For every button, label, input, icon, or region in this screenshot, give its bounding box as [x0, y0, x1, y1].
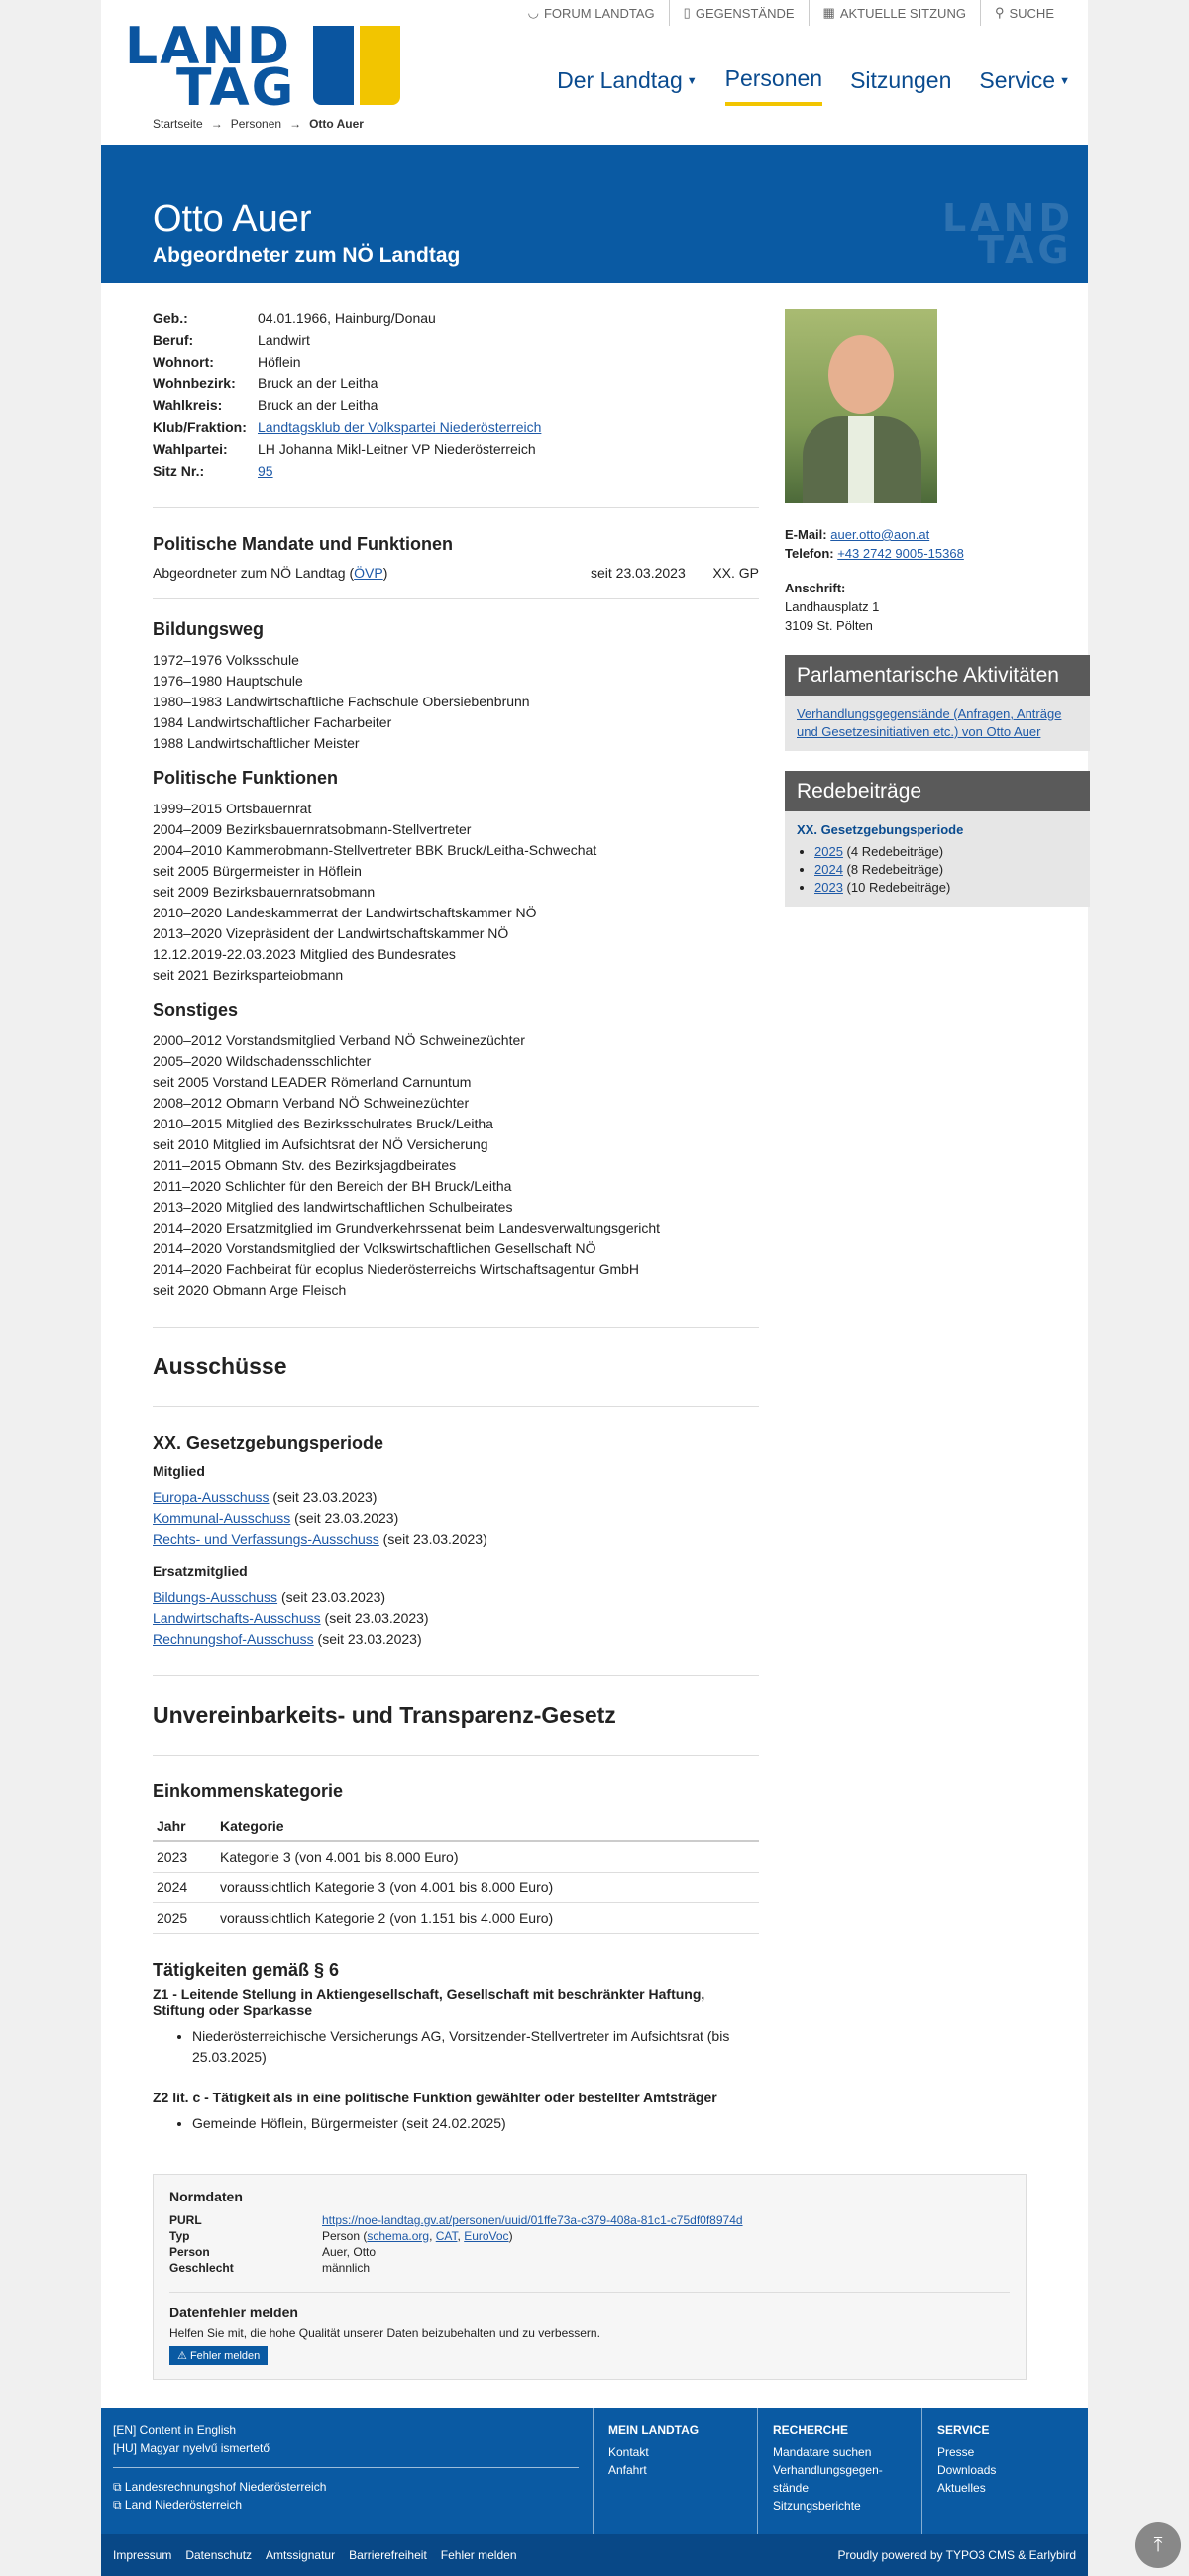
bildung-title: Bildungsweg	[153, 619, 264, 639]
list-item: • Gemeinde Höflein, Bürgermeister (seit 24.02.2025)	[192, 2113, 759, 2134]
landtag-logo[interactable]	[125, 17, 402, 118]
list-item: seit 2005 Bürgermeister in Höflein	[153, 863, 362, 879]
nav-der-landtag[interactable]: Der Landtag ▼	[557, 67, 698, 93]
aktivitaeten-box	[785, 696, 1090, 751]
purl-link[interactable]: https://noe-landtag.gv.at/personen/uuid/01ffe73a-c379-408a-81c1-c75df0f8974d	[322, 2213, 743, 2227]
divider	[169, 2292, 1010, 2293]
list-item: Landwirtschafts-Ausschuss (seit 23.03.2023)	[153, 1610, 429, 1626]
list-item: 2013–2020 Vizepräsident der Landwirtschaftskammer NÖ	[153, 925, 509, 941]
footer-amtssignatur[interactable]: Amtssignatur	[266, 2548, 336, 2562]
main-nav	[557, 65, 1070, 106]
list-item: Europa-Ausschuss (seit 23.03.2023)	[153, 1489, 378, 1505]
sidebar	[785, 309, 1090, 907]
warning-icon: ⚠	[177, 2350, 187, 2362]
list-item: 2011–2020 Schlichter für den Bereich der BH Bruck/Leitha	[153, 1178, 512, 1194]
footer-ext-land[interactable]: ⧉ Land Niederösterreich	[113, 2498, 242, 2512]
list-item: seit 2010 Mitglied im Aufsichtsrat der NÖ Versicherung	[153, 1136, 488, 1152]
logo-text: LAND TAG	[125, 17, 296, 118]
list-item: 1988 Landwirtschaftlicher Meister	[153, 735, 360, 751]
list-item: Kommunal-Ausschuss (seit 23.03.2023)	[153, 1510, 399, 1526]
rede-title: Redebeiträge	[785, 771, 1090, 811]
bildung-list	[153, 650, 759, 754]
table-row: 2025 voraussichtlich Kategorie 2 (von 1.151 bis 4.000 Euro)	[153, 1903, 759, 1934]
divider	[153, 1327, 759, 1328]
z2-list	[153, 2113, 759, 2134]
rede-year-link[interactable]: 2025	[814, 844, 843, 859]
hero-banner	[101, 145, 1088, 283]
contact-info: E-Mail: auer.otto@aon.at Telefon: +43 2742 9005-15368 Anschrift: Landhausplatz 1 3109 St. Pölten	[785, 527, 964, 633]
ausschuss-link[interactable]: Rechts- und Verfassungs-Ausschuss	[153, 1531, 379, 1547]
powered-by: Proudly powered by TYPO3 CMS & Earlybird	[837, 2548, 1076, 2562]
footer-fehler-melden[interactable]: Fehler melden	[440, 2548, 517, 2562]
arrow-right-icon: →	[289, 117, 302, 131]
list-item: 2014–2020 Ersatzmitglied im Grundverkehrssenat beim Landesverwaltungsgericht	[153, 1220, 661, 1235]
list-item: 1976–1980 Hauptschule	[153, 673, 303, 689]
footer-link[interactable]: Presse	[937, 2445, 975, 2459]
divider	[153, 1406, 759, 1407]
list-item: 1972–1976 Volksschule	[153, 652, 299, 668]
list-item: • Niederösterreichische Versicherungs AG, Vorsitzender-Stellvertreter im Aufsichtsrat (bis 25.03.2025)	[192, 2026, 759, 2068]
divider	[593, 2408, 594, 2534]
z1-title: Z1 - Leitende Stellung in Aktiengesellschaft, Gesellschaft mit beschränkter Haftung, Stiftung oder Sparkasse	[153, 1986, 705, 2018]
list-item: Rechts- und Verfassungs-Ausschuss (seit 23.03.2023)	[153, 1531, 487, 1547]
mandate-title: Politische Mandate und Funktionen	[153, 534, 454, 554]
main-content	[153, 307, 759, 2134]
external-link-icon: ⧉	[113, 2480, 122, 2494]
footer-link[interactable]: Kontakt	[608, 2445, 649, 2459]
footer-bar	[101, 2534, 1088, 2576]
list-item: seit 2005 Vorstand LEADER Römerland Carnuntum	[153, 1074, 472, 1090]
list-item: • 2023 (10 Redebeiträge)	[814, 879, 1078, 897]
ersatz-list	[153, 1587, 759, 1650]
rede-year-link[interactable]: 2024	[814, 862, 843, 877]
transparenz-title: Unvereinbarkeits- und Transparenz-Gesetz	[153, 1702, 616, 1728]
klub-link[interactable]: Landtagsklub der Volkspartei Niederösterreich	[258, 419, 542, 435]
divider	[113, 2467, 579, 2468]
schema-link[interactable]: schema.org	[367, 2229, 430, 2243]
fact-row: Wohnbezirk: Bruck an der Leitha	[153, 376, 378, 391]
list-item: 2014–2020 Vorstandsmitglied der Volkswirtschaftlichen Gesellschaft NÖ	[153, 1240, 596, 1256]
divider	[757, 2408, 758, 2534]
hero-logo-watermark: LAND TAG	[942, 196, 1074, 271]
caret-down-icon: ▼	[1059, 74, 1070, 87]
nav-service[interactable]: Service ▼	[979, 67, 1070, 93]
table-row: 2023 Kategorie 3 (von 4.001 bis 8.000 Euro)	[153, 1841, 759, 1873]
list-item: 2014–2020 Fachbeirat für ecoplus Niederösterreichs Wirtschaftsagentur GmbH	[153, 1261, 640, 1277]
arrow-right-icon: →	[210, 117, 223, 131]
list-item: 1980–1983 Landwirtschaftliche Fachschule Obersiebenbrunn	[153, 694, 530, 709]
fact-row: Sitz Nr.: 95	[153, 463, 273, 479]
list-item: Rechnungshof-Ausschuss (seit 23.03.2023)	[153, 1631, 422, 1647]
ausschuss-link[interactable]: Kommunal-Ausschuss	[153, 1510, 291, 1526]
table-row: PURL https://noe-landtag.gv.at/personen/uuid/01ffe73a-c379-408a-81c1-c75df0f8974d	[169, 2213, 743, 2227]
arrow-up-icon: ⤒	[1153, 2534, 1163, 2556]
divider	[153, 1755, 759, 1756]
ausschuss-link[interactable]: Europa-Ausschuss	[153, 1489, 270, 1505]
sitz-link[interactable]: 95	[258, 463, 273, 479]
ausschuesse-period: XX. Gesetzgebungsperiode	[153, 1433, 384, 1452]
funktionen-list	[153, 799, 759, 986]
list-item: seit 2020 Obmann Arge Fleisch	[153, 1282, 347, 1298]
mitglied-list	[153, 1487, 759, 1550]
phone-link[interactable]: +43 2742 9005-15368	[837, 546, 964, 561]
divider	[153, 507, 759, 508]
person-facts	[153, 307, 541, 482]
einkommen-title: Einkommenskategorie	[153, 1781, 344, 1801]
footer-link[interactable]: stände	[773, 2481, 810, 2495]
footer-link[interactable]: Downloads	[937, 2463, 997, 2477]
list-item: 2004–2009 Bezirksbauernratsobmann-Stellvertreter	[153, 821, 472, 837]
portrait-photo	[785, 309, 937, 503]
top-nav	[514, 0, 1068, 26]
breadcrumb-home[interactable]: Startseite	[153, 117, 203, 131]
footer-link[interactable]: Aktuelles	[937, 2481, 986, 2495]
list-item: seit 2021 Bezirksparteiobmann	[153, 967, 344, 983]
rede-list	[797, 843, 1078, 897]
nav-sitzungen[interactable]: Sitzungen	[850, 67, 952, 93]
topnav-aktuelle-sitzung[interactable]: ▦ AKTUELLE SITZUNG	[809, 0, 980, 26]
breadcrumb-personen[interactable]: Personen	[230, 117, 282, 131]
footer-impressum[interactable]: Impressum	[113, 2548, 172, 2562]
ausschuss-link[interactable]: Bildungs-Ausschuss	[153, 1589, 278, 1605]
error-title: Datenfehler melden	[169, 2305, 298, 2320]
footer-barrierefreiheit[interactable]: Barrierefreiheit	[349, 2548, 427, 2562]
list-item: 1984 Landwirtschaftlicher Facharbeiter	[153, 714, 392, 730]
page-subtitle: Abgeordneter zum NÖ Landtag	[153, 244, 461, 267]
cat-link[interactable]: CAT	[435, 2229, 458, 2243]
aktivitaeten-link[interactable]: Verhandlungsgegenstände (Anfragen, Anträge und Gesetzesinitiativen etc.) von Otto Auer	[797, 706, 1062, 739]
footer-lang-hu[interactable]: [HU] Magyar nyelvű ismertető	[113, 2441, 270, 2455]
fact-row: Wahlpartei: LH Johanna Mikl-Leitner VP Niederösterreich	[153, 441, 536, 457]
footer-ext-rechnungshof[interactable]: ⧉ Landesrechnungshof Niederösterreich	[113, 2480, 327, 2494]
ersatz-label: Ersatzmitglied	[153, 1563, 248, 1579]
list-item: 2011–2015 Obmann Stv. des Bezirksjagdbeirates	[153, 1157, 457, 1173]
table-header: Jahr Kategorie	[153, 1812, 759, 1841]
list-item: 1999–2015 Ortsbauernrat	[153, 801, 312, 816]
aktivitaeten-title: Parlamentarische Aktivitäten	[785, 655, 1090, 696]
mandate-row: Abgeordneter zum NÖ Landtag (ÖVP) seit 23.03.2023 XX. GP	[153, 565, 759, 581]
divider	[153, 598, 759, 599]
topnav-forum[interactable]: ◡ FORUM LANDTAG	[527, 5, 655, 21]
footer-datenschutz[interactable]: Datenschutz	[185, 2548, 253, 2562]
fact-row: Klub/Fraktion: Landtagsklub der Volkspartei Niederösterreich	[153, 419, 542, 435]
topnav-gegenstaende[interactable]: ▯ GEGENSTÄNDE	[669, 0, 809, 26]
table-row: Geschlecht männlich	[169, 2261, 371, 2275]
z2-title: Z2 lit. c - Tätigkeit als in eine politische Funktion gewählter oder bestellter Amtsträger	[153, 2090, 717, 2105]
rede-year-link[interactable]: 2023	[814, 880, 843, 895]
income-table	[153, 1812, 759, 1934]
logo-emblem	[313, 26, 400, 105]
z1-list	[153, 2026, 759, 2068]
normdaten-title: Normdaten	[169, 2189, 243, 2204]
list-item: 2013–2020 Mitglied des landwirtschaftlichen Schulbeirates	[153, 1199, 513, 1215]
rede-box	[785, 811, 1090, 907]
list-item: seit 2009 Bezirksbauernratsobmann	[153, 884, 376, 900]
fact-row: Geb.: 04.01.1966, Hainburg/Donau	[153, 310, 436, 326]
sonstiges-title: Sonstiges	[153, 1000, 239, 1020]
fact-row: Wohnort: Höflein	[153, 354, 301, 370]
divider	[153, 1675, 759, 1676]
footer-col-title: MEIN LANDTAG	[608, 2423, 700, 2437]
list-item: 2004–2010 Kammerobmann-Stellvertreter BBK Bruck/Leitha-Schwechat	[153, 842, 597, 858]
caret-down-icon: ▼	[686, 74, 698, 87]
fact-row: Beruf: Landwirt	[153, 332, 310, 348]
list-item: 2008–2012 Obmann Verband NÖ Schweinezüchter	[153, 1095, 470, 1111]
footer-link[interactable]: Verhandlungsgegen-	[773, 2463, 883, 2477]
divider	[921, 2408, 922, 2534]
footer-col-title: RECHERCHE	[773, 2423, 849, 2437]
ausschuss-link[interactable]: Rechnungshof-Ausschuss	[153, 1631, 314, 1647]
error-text: Helfen Sie mit, die hohe Qualität unserer Daten beizubehalten und zu verbessern.	[169, 2326, 600, 2340]
search-icon: ⚲	[994, 5, 1005, 20]
list-item: • 2024 (8 Redebeiträge)	[814, 861, 1078, 879]
funktionen-title: Politische Funktionen	[153, 768, 339, 788]
page-title: Otto Auer	[153, 198, 312, 240]
ausschuesse-title: Ausschüsse	[153, 1353, 287, 1379]
normdaten-box	[153, 2174, 1027, 2380]
list-item: 12.12.2019-22.03.2023 Mitglied des Bundesrates	[153, 946, 456, 962]
list-item: 2000–2012 Vorstandsmitglied Verband NÖ Schweinezüchter	[153, 1032, 525, 1048]
eurovoc-link[interactable]: EuroVoc	[464, 2229, 509, 2243]
footer-link[interactable]: Anfahrt	[608, 2463, 647, 2477]
party-link[interactable]: ÖVP	[354, 565, 383, 581]
nav-personen[interactable]: Personen	[725, 65, 822, 106]
calendar-icon: ▦	[822, 5, 835, 20]
list-item: 2010–2015 Mitglied des Bezirksschulrates Bruck/Leitha	[153, 1116, 493, 1131]
mitglied-label: Mitglied	[153, 1463, 205, 1479]
horseshoe-icon: ◡	[527, 5, 539, 20]
list-item: Bildungs-Ausschuss (seit 23.03.2023)	[153, 1589, 386, 1605]
breadcrumb-current: Otto Auer	[309, 117, 364, 131]
table-row: Person Auer, Otto	[169, 2245, 377, 2259]
email-link[interactable]: auer.otto@aon.at	[830, 527, 930, 542]
table-row: 2024 voraussichtlich Kategorie 3 (von 4.001 bis 8.000 Euro)	[153, 1873, 759, 1903]
footer-link[interactable]: Sitzungsberichte	[773, 2499, 861, 2513]
footer-link[interactable]: Mandatare suchen	[773, 2445, 872, 2459]
page	[101, 0, 1088, 2576]
sonstiges-list	[153, 1030, 759, 1301]
footer-lang-en[interactable]: [EN] Content in English	[113, 2423, 237, 2437]
normdaten-table	[169, 2212, 743, 2276]
list-item: 2005–2020 Wildschadensschlichter	[153, 1053, 372, 1069]
ausschuss-link[interactable]: Landwirtschafts-Ausschuss	[153, 1610, 321, 1626]
list-item: • 2025 (4 Redebeiträge)	[814, 843, 1078, 861]
rede-period: XX. Gesetzgebungsperiode	[797, 822, 964, 837]
fact-row: Wahlkreis: Bruck an der Leitha	[153, 397, 378, 413]
table-row: Typ Person (schema.org, CAT, EuroVoc)	[169, 2229, 513, 2243]
list-item: 2010–2020 Landeskammerrat der Landwirtschaftskammer NÖ	[153, 905, 537, 920]
breadcrumb	[153, 117, 364, 131]
taetig-title: Tätigkeiten gemäß § 6	[153, 1960, 340, 1980]
scroll-to-top-button[interactable]	[1135, 2522, 1181, 2568]
topnav-suche[interactable]: ⚲ SUCHE	[980, 0, 1068, 26]
report-error-button[interactable]: ⚠ Fehler melden	[169, 2346, 268, 2365]
document-icon: ▯	[683, 5, 691, 20]
external-link-icon: ⧉	[113, 2498, 122, 2512]
footer	[101, 2408, 1088, 2534]
footer-col-title: SERVICE	[937, 2423, 990, 2437]
